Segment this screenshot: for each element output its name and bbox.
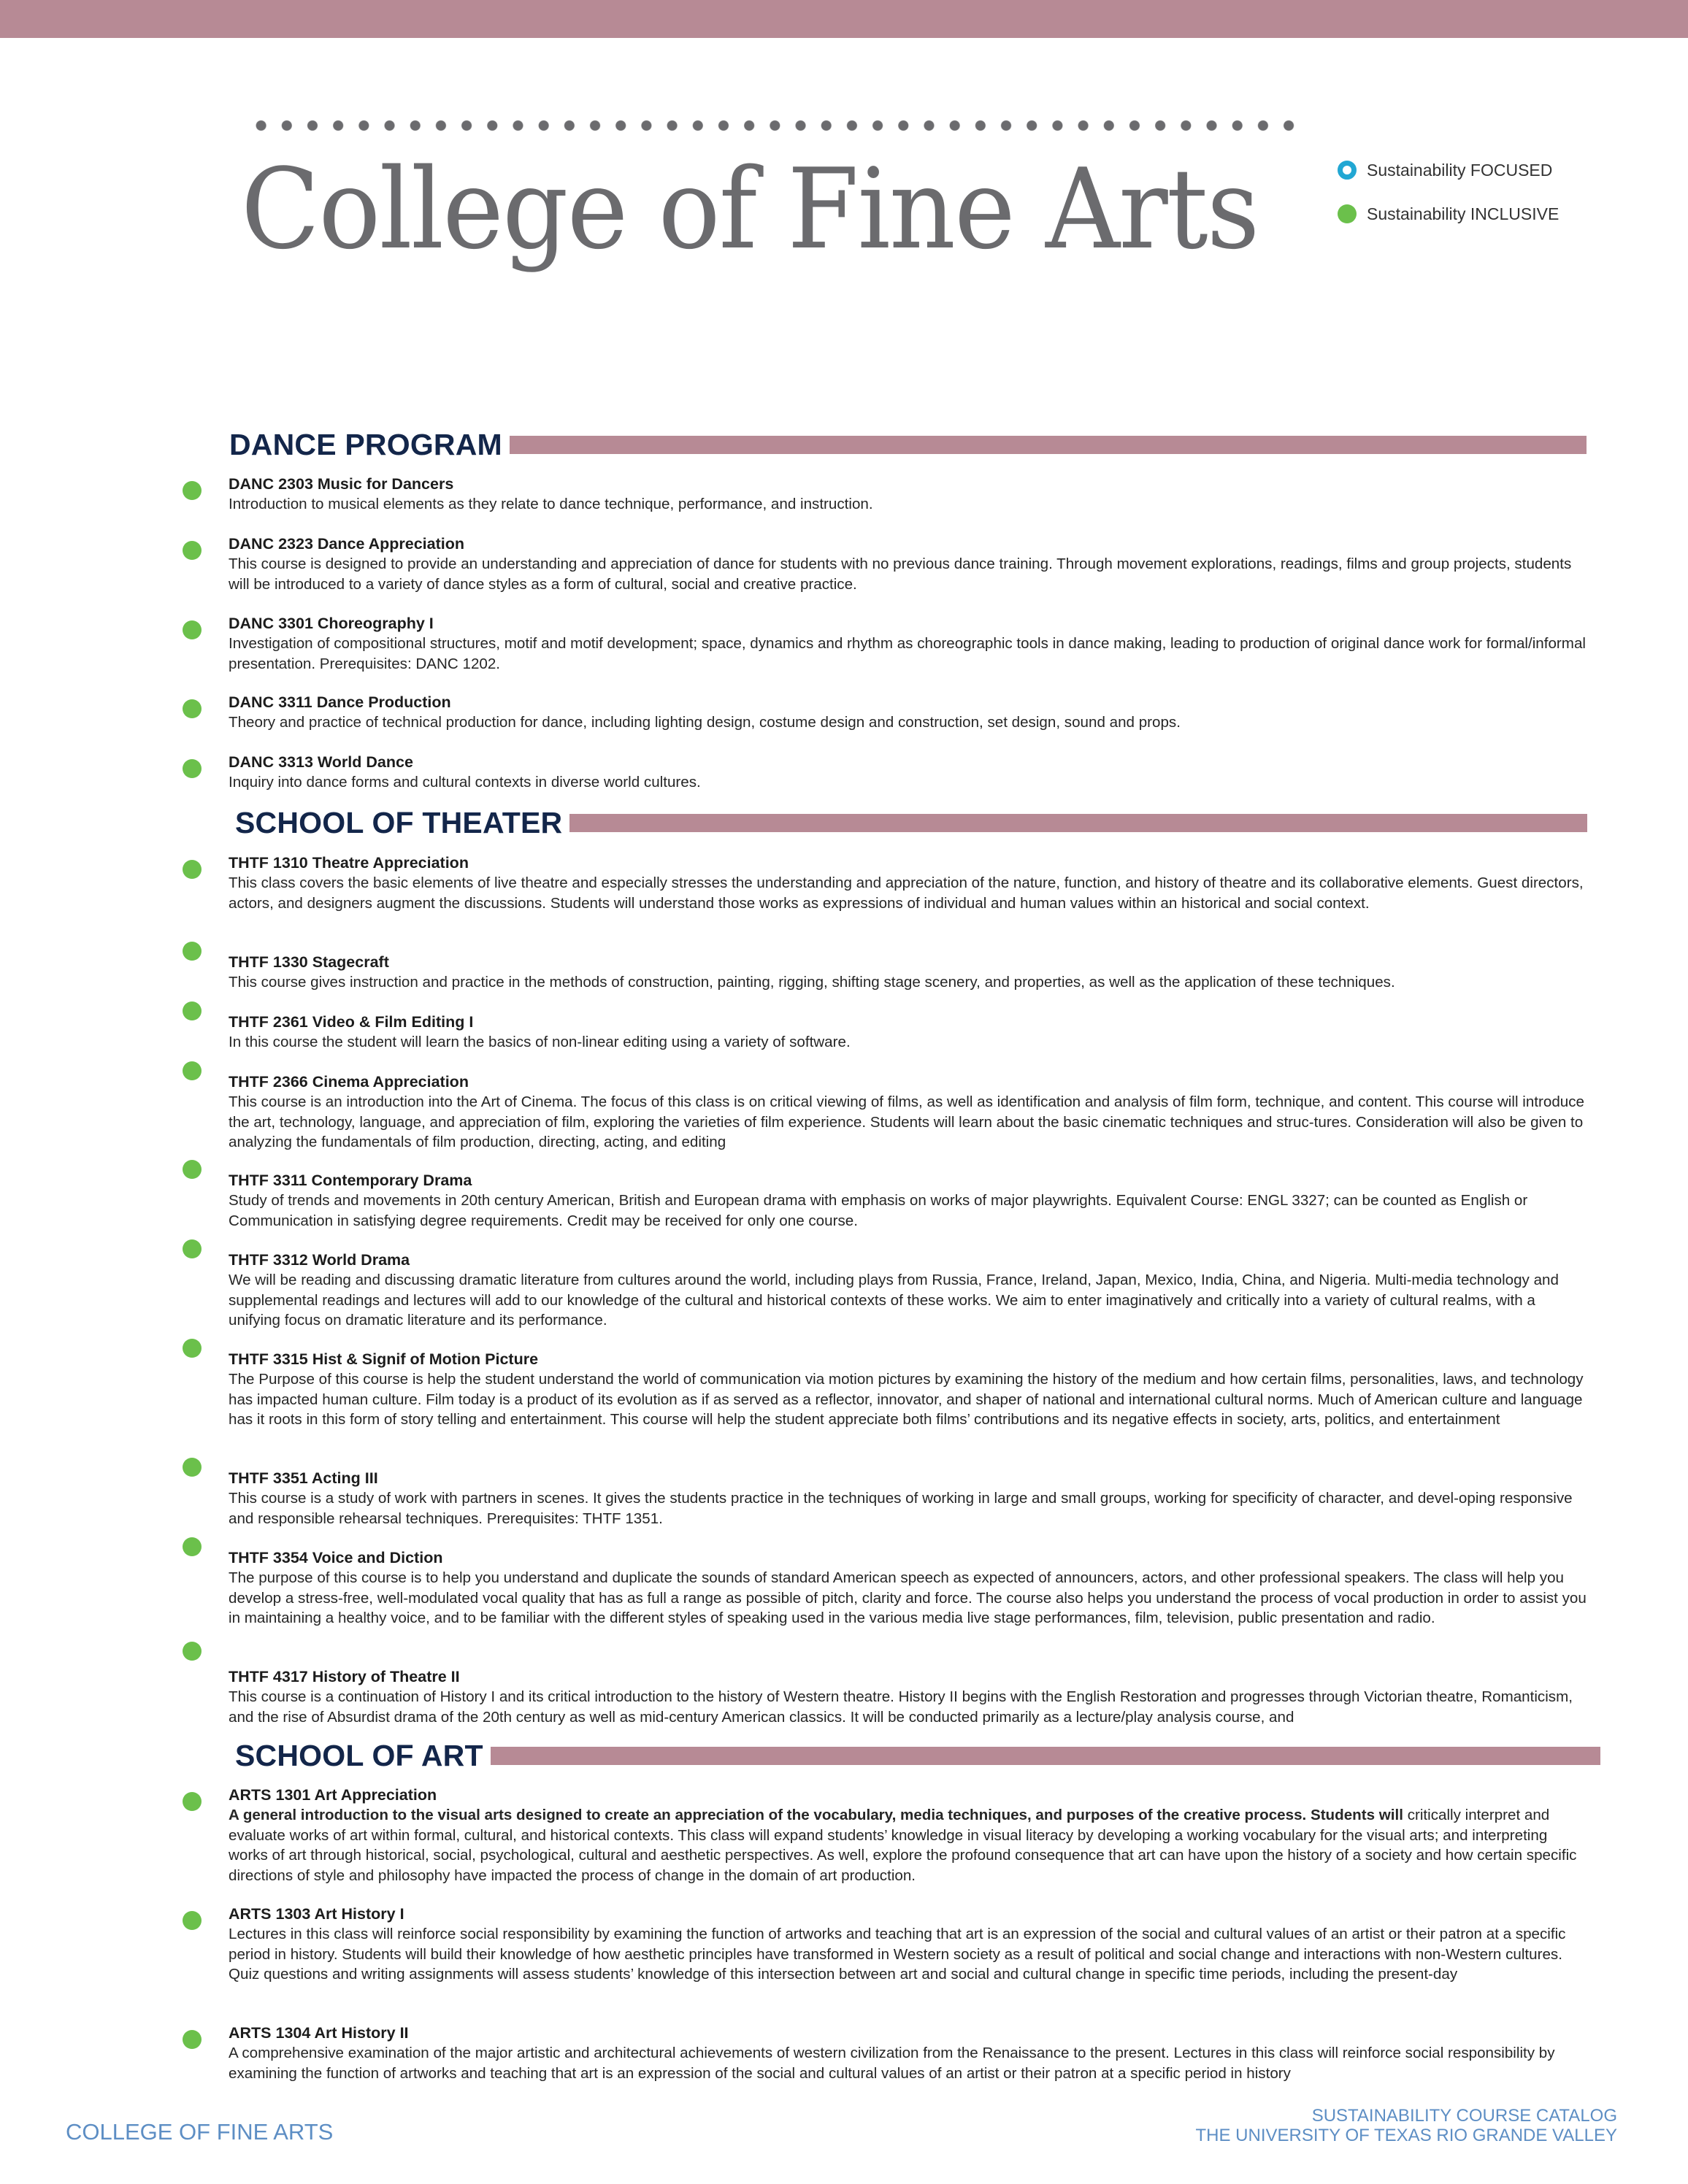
course-item (229, 1072, 1587, 1153)
inclusive-dot-icon (183, 1911, 202, 1930)
inclusive-dot-icon (183, 1239, 202, 1258)
course-description: This class covers the basic elements of live theatre and especially stresses the understanding and appreciation of the nature, function, and history of theatre and its collaborative elements. Guest directors, actors, and designers augment the discussions. Students will understand those works as expressions of individual and human values within an historical and social context. (229, 874, 1584, 912)
course-item (229, 1904, 1587, 1985)
section-rule (510, 436, 1587, 454)
course-description: We will be reading and discussing dramatic literature from cultures around the world, including plays from Russia, France, Ireland, Japan, Mexico, India, China, and Nigeria. Multi-media technology and supplemental readings and lectures will add to our knowledge of the cultural and historical contexts of these works. We aim to enter imaginatively and critically into a variety of cultural realms, with a unifying focus on dramatic literature and its performance. (229, 1272, 1559, 1329)
course-title: ARTS 1304 Art History II (229, 2024, 409, 2042)
course-description: Introduction to musical elements as they relate to dance technique, performance, and instruction. (229, 496, 873, 512)
course-item (229, 1468, 1587, 1529)
section-rule (569, 814, 1587, 832)
inclusive-dot-icon (183, 1537, 202, 1556)
footer-catalog-info (1196, 2106, 1617, 2145)
legend-focused (1338, 159, 1559, 181)
course-title: ARTS 1301 Art Appreciation (229, 1786, 437, 1804)
inclusive-dot-icon (183, 860, 202, 879)
course-description: Study of trends and movements in 20th century American, British and European drama with emphasis on works of major playwrights. Equivalent Course: ENGL 3327; can be counted as English or Communication in satisfying degree requirements. Credit may be received for only one course. (229, 1192, 1528, 1229)
course-description: Lectures in this class will reinforce social responsibility by examining the function of artworks and teaching that art is an expression of the social and cultural values of an artist or their patron at a specific period in history. Students will build their knowledge of how aesthetic principles have transformed in Western society as a result of political and social change and interactions with non-Western cultures. Quiz questions and writing assignments will assess students’ knowledge of this intersection between art and social and cultural change in specific time periods, including the present-day (229, 1926, 1566, 1983)
course-description-rest: critically interpret and evaluate works of art within formal, cultural, and historical contexts. This class will expand students’ knowledge in visual literacy by developing a working vocabulary for the visual arts; and interpreting works of art through historical, social, psychological, cultural and aesthetic perspectives. As well, explore the profound consequence that art can have upon the history of a society and how certain specific directions of style and philosophy have impacted the process of change in the domain of art production. (229, 1807, 1577, 1884)
course-description: Investigation of compositional structures, motif and motif development; space, dynamics and rhythm as choreographic tools in dance making, leading to production of original dance work for formal/informal presentation. Prerequisites: DANC 1202. (229, 635, 1586, 672)
inclusive-dot-icon (183, 759, 202, 778)
footer-university-name: THE UNIVERSITY OF TEXAS RIO GRANDE VALLEY (1195, 2126, 1617, 2145)
course-item (229, 474, 1587, 515)
course-item (229, 1666, 1587, 1727)
course-title: ARTS 1303 Art History I (229, 1905, 404, 1923)
sustainability-legend (1338, 159, 1559, 247)
course-description: The Purpose of this course is help the student understand the world of communication via motion pictures by examining the history of the medium and how certain films, personalities, laws, and technology has impacted human culture. Film today is a product of its evolution as if as served as a reflector, innovator, and shaper of national and international cultural norms. Much of American culture and language has it roots in this form of story telling and entertainment. This course will help the student appreciate both films’ contributions and its negative effects in society, arts, politics, and entertainment (229, 1371, 1584, 1429)
course-item (229, 692, 1587, 733)
course-title: THTF 3315 Hist & Signif of Motion Picture (229, 1350, 539, 1368)
section-title: DANCE PROGRAM (229, 428, 502, 461)
course-title: THTF 1330 Stagecraft (229, 953, 389, 971)
course-description (229, 1805, 1587, 1885)
legend-inclusive-label: Sustainability INCLUSIVE (1367, 204, 1560, 223)
course-title: THTF 3351 Acting III (229, 1469, 378, 1487)
dotted-rule (248, 118, 1300, 133)
course-item (229, 952, 1587, 993)
course-description: This course is designed to provide an understanding and appreciation of dance for students with no previous dance training. Through movement explorations, readings, films and group projects, students will be introduced to a variety of dance styles as a form of cultural, social and creative practice. (229, 555, 1572, 593)
course-description-bold: A general introduction to the visual arts designed to create an appreciation of the vocabulary, media techniques, and purposes of the creative process. Students will (229, 1807, 1403, 1823)
course-title: THTF 2361 Video & Film Editing I (229, 1013, 474, 1031)
inclusive-dot-icon (1338, 204, 1357, 223)
section-title: SCHOOL OF ART (235, 1739, 483, 1772)
course-item (229, 853, 1587, 913)
course-title: DANC 3311 Dance Production (229, 693, 451, 711)
course-item (229, 1012, 1587, 1053)
section-header-theater (235, 806, 1587, 840)
course-description: The purpose of this course is to help you understand and duplicate the sounds of standard American speech as expected of announcers, actors, and other professional speakers. The class will help you develop a stress-free, well-modulated vocal quality that has as full a range as possible of pitch, clarity and force. The course also helps you understand the process of vocal production in order to assist you in maintaining a healthy voice, and to be familiar with the different styles of speaking used in the various media live stage performances, film, television, public presentation and radio. (229, 1569, 1587, 1627)
course-item (229, 1547, 1587, 1629)
inclusive-dot-icon (183, 1061, 202, 1080)
course-item (229, 1170, 1587, 1231)
course-title: THTF 3312 World Drama (229, 1251, 410, 1269)
legend-inclusive (1338, 203, 1559, 225)
focused-ring-icon (1338, 161, 1357, 180)
inclusive-dot-icon (183, 1339, 202, 1358)
course-title: THTF 3354 Voice and Diction (229, 1549, 443, 1566)
footer-catalog-title: SUSTAINABILITY COURSE CATALOG (1311, 2106, 1617, 2126)
inclusive-dot-icon (183, 1160, 202, 1179)
course-title: THTF 3311 Contemporary Drama (229, 1172, 472, 1189)
course-item (229, 1349, 1587, 1430)
course-title: DANC 2323 Dance Appreciation (229, 535, 464, 553)
inclusive-dot-icon (183, 1458, 202, 1477)
course-title: THTF 2366 Cinema Appreciation (229, 1073, 469, 1091)
inclusive-dot-icon (183, 481, 202, 500)
page-header (241, 109, 1300, 299)
course-description: Theory and practice of technical production for dance, including lighting design, costume design and construction, set design, sound and props. (229, 714, 1181, 731)
course-item (229, 613, 1587, 674)
section-header-art (235, 1739, 1600, 1773)
inclusive-dot-icon (183, 541, 202, 560)
inclusive-dot-icon (183, 1792, 202, 1811)
section-rule (491, 1747, 1600, 1765)
section-title: SCHOOL OF THEATER (235, 806, 563, 839)
course-description: Inquiry into dance forms and cultural contexts in diverse world cultures. (229, 774, 701, 791)
course-title: THTF 4317 History of Theatre II (229, 1668, 460, 1685)
inclusive-dot-icon (183, 620, 202, 639)
course-item (229, 1250, 1587, 1331)
course-title: DANC 3301 Choreography I (229, 615, 434, 632)
course-title: THTF 1310 Theatre Appreciation (229, 854, 469, 872)
course-item (229, 534, 1587, 594)
footer-college-name: COLLEGE OF FINE ARTS (66, 2119, 334, 2145)
top-accent-bar (0, 0, 1688, 38)
course-item (229, 752, 1587, 793)
college-title: College of Fine Arts (241, 145, 1259, 274)
course-description: This course is a study of work with partners in scenes. It gives the students practice in the techniques of working in large and small groups, working for specificity of character, and devel-oping responsive and responsible rehearsal techniques. Prerequisites: THTF 1351. (229, 1490, 1573, 1527)
course-description: This course is a continuation of History I and its critical introduction to the history of Western theatre. History II begins with the English Restoration and progresses through Victorian theatre, Romanticism, and the rise of Absurdist drama of the 20th century as well as mid-century American classics. It will be conducted primarily as a lecture/play analysis course, and (229, 1688, 1573, 1726)
legend-focused-label: Sustainability FOCUSED (1367, 160, 1553, 180)
inclusive-dot-icon (183, 1001, 202, 1020)
inclusive-dot-icon (183, 942, 202, 961)
course-description: In this course the student will learn the basics of non-linear editing using a variety of software. (229, 1034, 851, 1050)
course-item (229, 1785, 1587, 1885)
inclusive-dot-icon (183, 1642, 202, 1661)
course-description: This course gives instruction and practice in the methods of construction, painting, rigging, shifting stage scenery, and properties, as well as the application of these techniques. (229, 974, 1395, 991)
section-header-dance (229, 428, 1587, 462)
inclusive-dot-icon (183, 2030, 202, 2049)
inclusive-dot-icon (183, 699, 202, 718)
course-description: A comprehensive examination of the major artistic and architectural achievements of western civilization from the Renaissance to the present. Lectures in this class will reinforce social responsibility by examining the function of artworks and teaching that art is an expression of the social and cultural values of an artist or their patron at a specific period in history (229, 2045, 1555, 2082)
course-item (229, 2023, 1587, 2083)
course-title: DANC 3313 World Dance (229, 753, 413, 771)
course-description: This course is an introduction into the Art of Cinema. The focus of this class is on critical viewing of films, as well as identification and analysis of film form, technique, and content. This course will introduce the art, technology, language, and appreciation of film, exploring the varieties of film experience. Students will learn about the basic cinematic techniques and struc-tures. Consideration will also be given to analyzing the fundamentals of film production, directing, acting, and editing (229, 1093, 1584, 1151)
course-title: DANC 2303 Music for Dancers (229, 475, 454, 493)
